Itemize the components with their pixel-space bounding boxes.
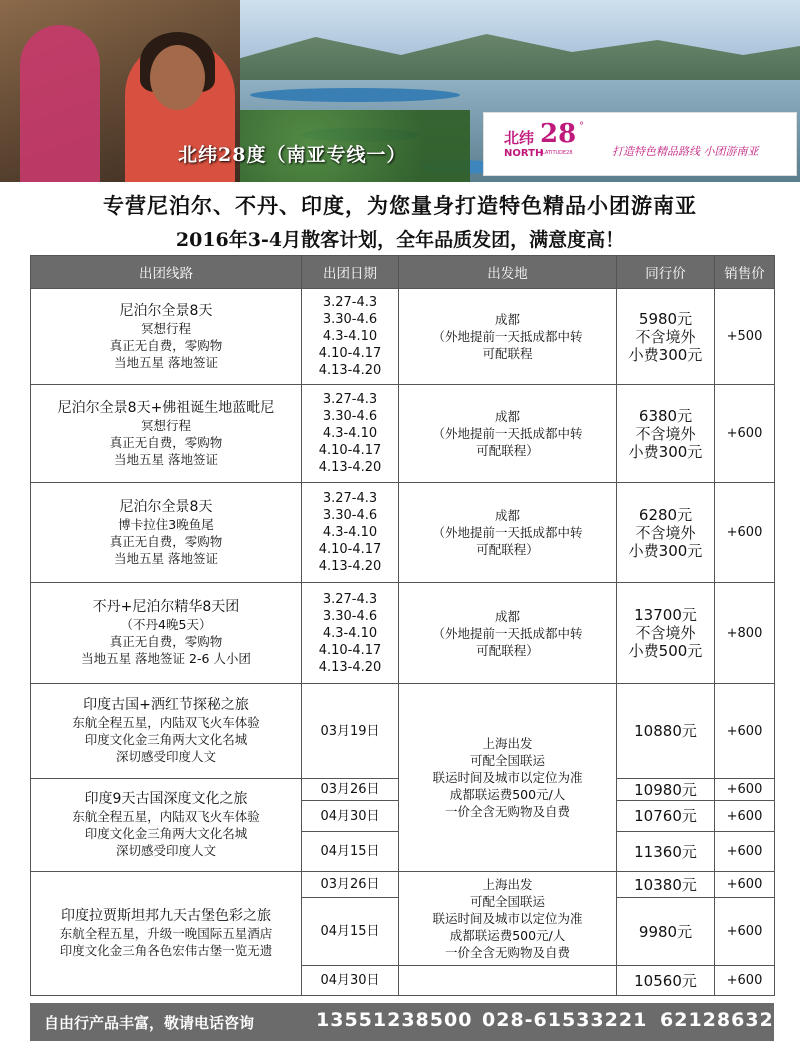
departure-line: 可配联程） [476, 642, 539, 658]
brand-name-cn: 北纬 [504, 129, 535, 147]
agent-price-cell: 9980元 [617, 898, 715, 966]
route-detail: 东航全程五星，内陆双飞火车体验 [72, 715, 260, 730]
price-note: 不含境外 [635, 624, 696, 642]
brand-slogan: 打造特色精品路线 小团游南亚 [612, 145, 759, 158]
route-cell [31, 684, 302, 779]
departure-line: （外地提前一天抵成都中转 [432, 525, 583, 540]
route-detail: 深切感受印度人文 [115, 749, 216, 764]
route-detail: 深切感受印度人文 [115, 843, 216, 858]
header-agent-price: 同行价 [617, 256, 715, 289]
departure-line: 可配全国联运 [469, 894, 545, 909]
route-detail: 真正无自费，零购物 [109, 634, 223, 649]
date-range: 4.3-4.10 [322, 525, 378, 540]
date-cell: 04月15日 [302, 898, 399, 966]
price-note: 小费300元 [628, 345, 703, 364]
agent-price-cell: 10980元 [617, 779, 715, 801]
route-detail: 当地五星 落地签证 [114, 354, 218, 370]
route-cell [31, 779, 302, 872]
departure-line: （外地提前一天抵成都中转 [432, 625, 583, 641]
departure-line: 上海出发 [482, 877, 533, 892]
date-range: 4.10-4.17 [318, 346, 382, 361]
agent-price-cell: 10560元 [617, 966, 715, 996]
route-detail: 印度文化金三角两大文化名城 [84, 732, 248, 747]
agent-price-cell: 10880元 [617, 684, 715, 779]
date-cell: 03月26日 [302, 872, 399, 898]
price-note: 不含境外 [635, 327, 696, 346]
agent-price-cell [617, 483, 715, 583]
route-cell [31, 289, 302, 385]
date-range: 4.10-4.17 [318, 542, 382, 557]
departure-line: （外地提前一天抵成都中转 [432, 426, 583, 441]
child-face [150, 45, 205, 110]
route-title: 尼泊尔全景8天 [119, 498, 213, 515]
route-detail: 冥想行程 [140, 417, 191, 433]
date-range: 3.30-4.6 [322, 508, 378, 523]
date-range: 4.3-4.10 [322, 329, 378, 344]
sale-price-cell: +600 [715, 898, 775, 966]
route-detail: （不丹4晚5天） [120, 617, 212, 632]
date-cell: 04月30日 [302, 966, 399, 996]
brand-logo [483, 112, 797, 176]
route-detail: 真正无自费，零购物 [109, 337, 223, 353]
date-range: 3.27-4.3 [322, 392, 378, 407]
brand-degree: ° [579, 121, 584, 132]
date-range: 4.13-4.20 [318, 460, 382, 475]
agent-price-cell: 11360元 [617, 832, 715, 872]
date-cell [302, 385, 399, 483]
price-value: 13700元 [634, 606, 697, 624]
route-detail: 博卡拉住3晚鱼尾 [118, 516, 214, 532]
departure-line: 成都 [494, 508, 520, 523]
departure-cell [399, 385, 617, 483]
route-detail: 冥想行程 [140, 320, 191, 336]
price-note: 小费500元 [628, 642, 703, 660]
route-cell [31, 872, 302, 996]
table-row [31, 289, 775, 385]
table-header-row [31, 256, 775, 289]
route-title: 印度拉贾斯坦邦九天古堡色彩之旅 [61, 908, 271, 924]
sale-price-cell: +600 [715, 801, 775, 832]
price-note: 小费300元 [628, 541, 703, 560]
route-detail: 当地五星 落地签证 [114, 550, 218, 566]
departure-cell [399, 289, 617, 385]
route-cell [31, 583, 302, 684]
table-row [31, 583, 775, 684]
date-cell [302, 289, 399, 385]
date-cell: 03月19日 [302, 684, 399, 779]
departure-line: 一价全含无购物及自费 [444, 945, 570, 960]
route-title: 尼泊尔全景8天 [119, 302, 213, 319]
departure-line: 上海出发 [482, 736, 533, 751]
departure-line: 可配全国联运 [469, 753, 545, 768]
route-detail: 印度文化金三角两大文化名城 [84, 826, 248, 841]
sale-price-cell: +600 [715, 832, 775, 872]
price-value: 6380元 [638, 406, 693, 425]
header-departure: 出发地 [399, 256, 617, 289]
table-row [31, 385, 775, 483]
hero-banner [0, 0, 800, 182]
contact-label: 自由行产品丰富，敬请电话咨询 [44, 1014, 255, 1032]
departure-cell-empty [399, 966, 617, 996]
brand-number: 28 [540, 119, 577, 149]
route-detail: 印度文化金三角各色宏伟古堡一览无遗 [59, 943, 273, 958]
departure-line: 可配联程） [476, 542, 539, 557]
departure-line: 成都 [494, 409, 520, 424]
phone-number[interactable]: 028-61533221 [482, 1009, 648, 1031]
departure-line: （外地提前一天抵成都中转 [432, 329, 583, 344]
departure-line: 联运时间及城市以定位为准 [432, 911, 583, 926]
price-note: 不含境外 [635, 424, 696, 443]
route-cell [31, 385, 302, 483]
agent-price-cell [617, 385, 715, 483]
date-range: 3.30-4.6 [322, 608, 378, 624]
brand-name-en: NORTH [504, 148, 544, 159]
date-range: 3.27-4.3 [322, 295, 378, 310]
route-title: 印度9天古国深度文化之旅 [84, 791, 248, 807]
route-title: 不丹+尼泊尔精华8天团 [92, 599, 240, 615]
header-date: 出团日期 [302, 256, 399, 289]
contact-footer [30, 1003, 774, 1041]
departure-line: 可配联程） [476, 443, 539, 458]
date-range: 3.30-4.6 [322, 409, 378, 424]
route-detail: 真正无自费，零购物 [109, 533, 223, 549]
table-row [31, 872, 775, 898]
date-range: 4.13-4.20 [318, 659, 382, 675]
agent-price-cell [617, 583, 715, 684]
date-range: 4.10-4.17 [318, 642, 382, 658]
date-cell: 04月15日 [302, 832, 399, 872]
route-detail: 真正无自费，零购物 [109, 434, 223, 450]
sale-price-cell: +800 [715, 583, 775, 684]
date-range: 4.3-4.10 [322, 625, 378, 641]
sale-price-cell: +600 [715, 966, 775, 996]
departure-line: 成都 [494, 608, 520, 624]
departure-line: 可配联程 [482, 346, 533, 361]
person-image [20, 25, 100, 182]
phone-number[interactable]: 13551238500 [316, 1009, 473, 1031]
brand-subtitle: LATITUDE28 [542, 150, 573, 156]
tour-schedule-table [30, 255, 775, 996]
table-row [31, 684, 775, 779]
departure-cell [399, 872, 617, 966]
departure-cell [399, 483, 617, 583]
departure-line: 成都 [494, 312, 520, 327]
departure-line: 成都联运费500元/人 [449, 787, 566, 802]
date-range: 4.13-4.20 [318, 559, 382, 574]
headline-main: 专营尼泊尔、不丹、印度，为您量身打造特色精品小团游南亚 [103, 193, 697, 218]
date-cell [302, 583, 399, 684]
route-detail: 东航全程五星，内陆双飞火车体验 [72, 809, 260, 824]
table-row [31, 483, 775, 583]
header-sale-price: 销售价 [715, 256, 775, 289]
date-range: 3.30-4.6 [322, 312, 378, 327]
headline-sub: 2016年3-4月散客计划，全年品质发团，满意度高！ [175, 229, 625, 251]
date-range: 3.27-4.3 [322, 591, 378, 607]
boat-image [250, 88, 460, 102]
route-detail: 当地五星 落地签证 [114, 451, 218, 467]
route-title: 尼泊尔全景8天+佛祖诞生地蓝毗尼 [57, 399, 275, 416]
price-value: 6280元 [638, 505, 693, 524]
agent-price-cell: 10380元 [617, 872, 715, 898]
date-cell: 04月30日 [302, 801, 399, 832]
agent-price-cell: 10760元 [617, 801, 715, 832]
departure-cell [399, 583, 617, 684]
sale-price-cell: +600 [715, 385, 775, 483]
sale-price-cell: +600 [715, 483, 775, 583]
price-note: 小费300元 [628, 442, 703, 461]
date-cell [302, 483, 399, 583]
date-range: 4.10-4.17 [318, 443, 382, 458]
date-range: 3.27-4.3 [322, 491, 378, 506]
departure-line: 一价全含无购物及自费 [444, 804, 570, 819]
date-cell: 03月26日 [302, 779, 399, 801]
sale-price-cell: +600 [715, 779, 775, 801]
agent-price-cell [617, 289, 715, 385]
route-cell [31, 483, 302, 583]
departure-line: 联运时间及城市以定位为准 [432, 770, 583, 785]
departure-cell [399, 684, 617, 872]
route-detail: 当地五星 落地签证 2-6 人小团 [81, 651, 251, 666]
departure-line: 成都联运费500元/人 [449, 928, 566, 943]
sale-price-cell: +600 [715, 684, 775, 779]
price-note: 不含境外 [635, 523, 696, 542]
route-title: 印度古国+洒红节探秘之旅 [83, 697, 249, 713]
header-route: 出团线路 [31, 256, 302, 289]
route-detail: 东航全程五星，升级一晚国际五星酒店 [59, 926, 273, 941]
hero-title: 北纬28度（南亚专线一） [178, 144, 407, 166]
date-range: 4.13-4.20 [318, 363, 382, 378]
phone-number[interactable]: 62128632 [660, 1009, 774, 1031]
date-range: 4.3-4.10 [322, 426, 378, 441]
sale-price-cell: +500 [715, 289, 775, 385]
sale-price-cell: +600 [715, 872, 775, 898]
price-value: 5980元 [638, 309, 693, 328]
